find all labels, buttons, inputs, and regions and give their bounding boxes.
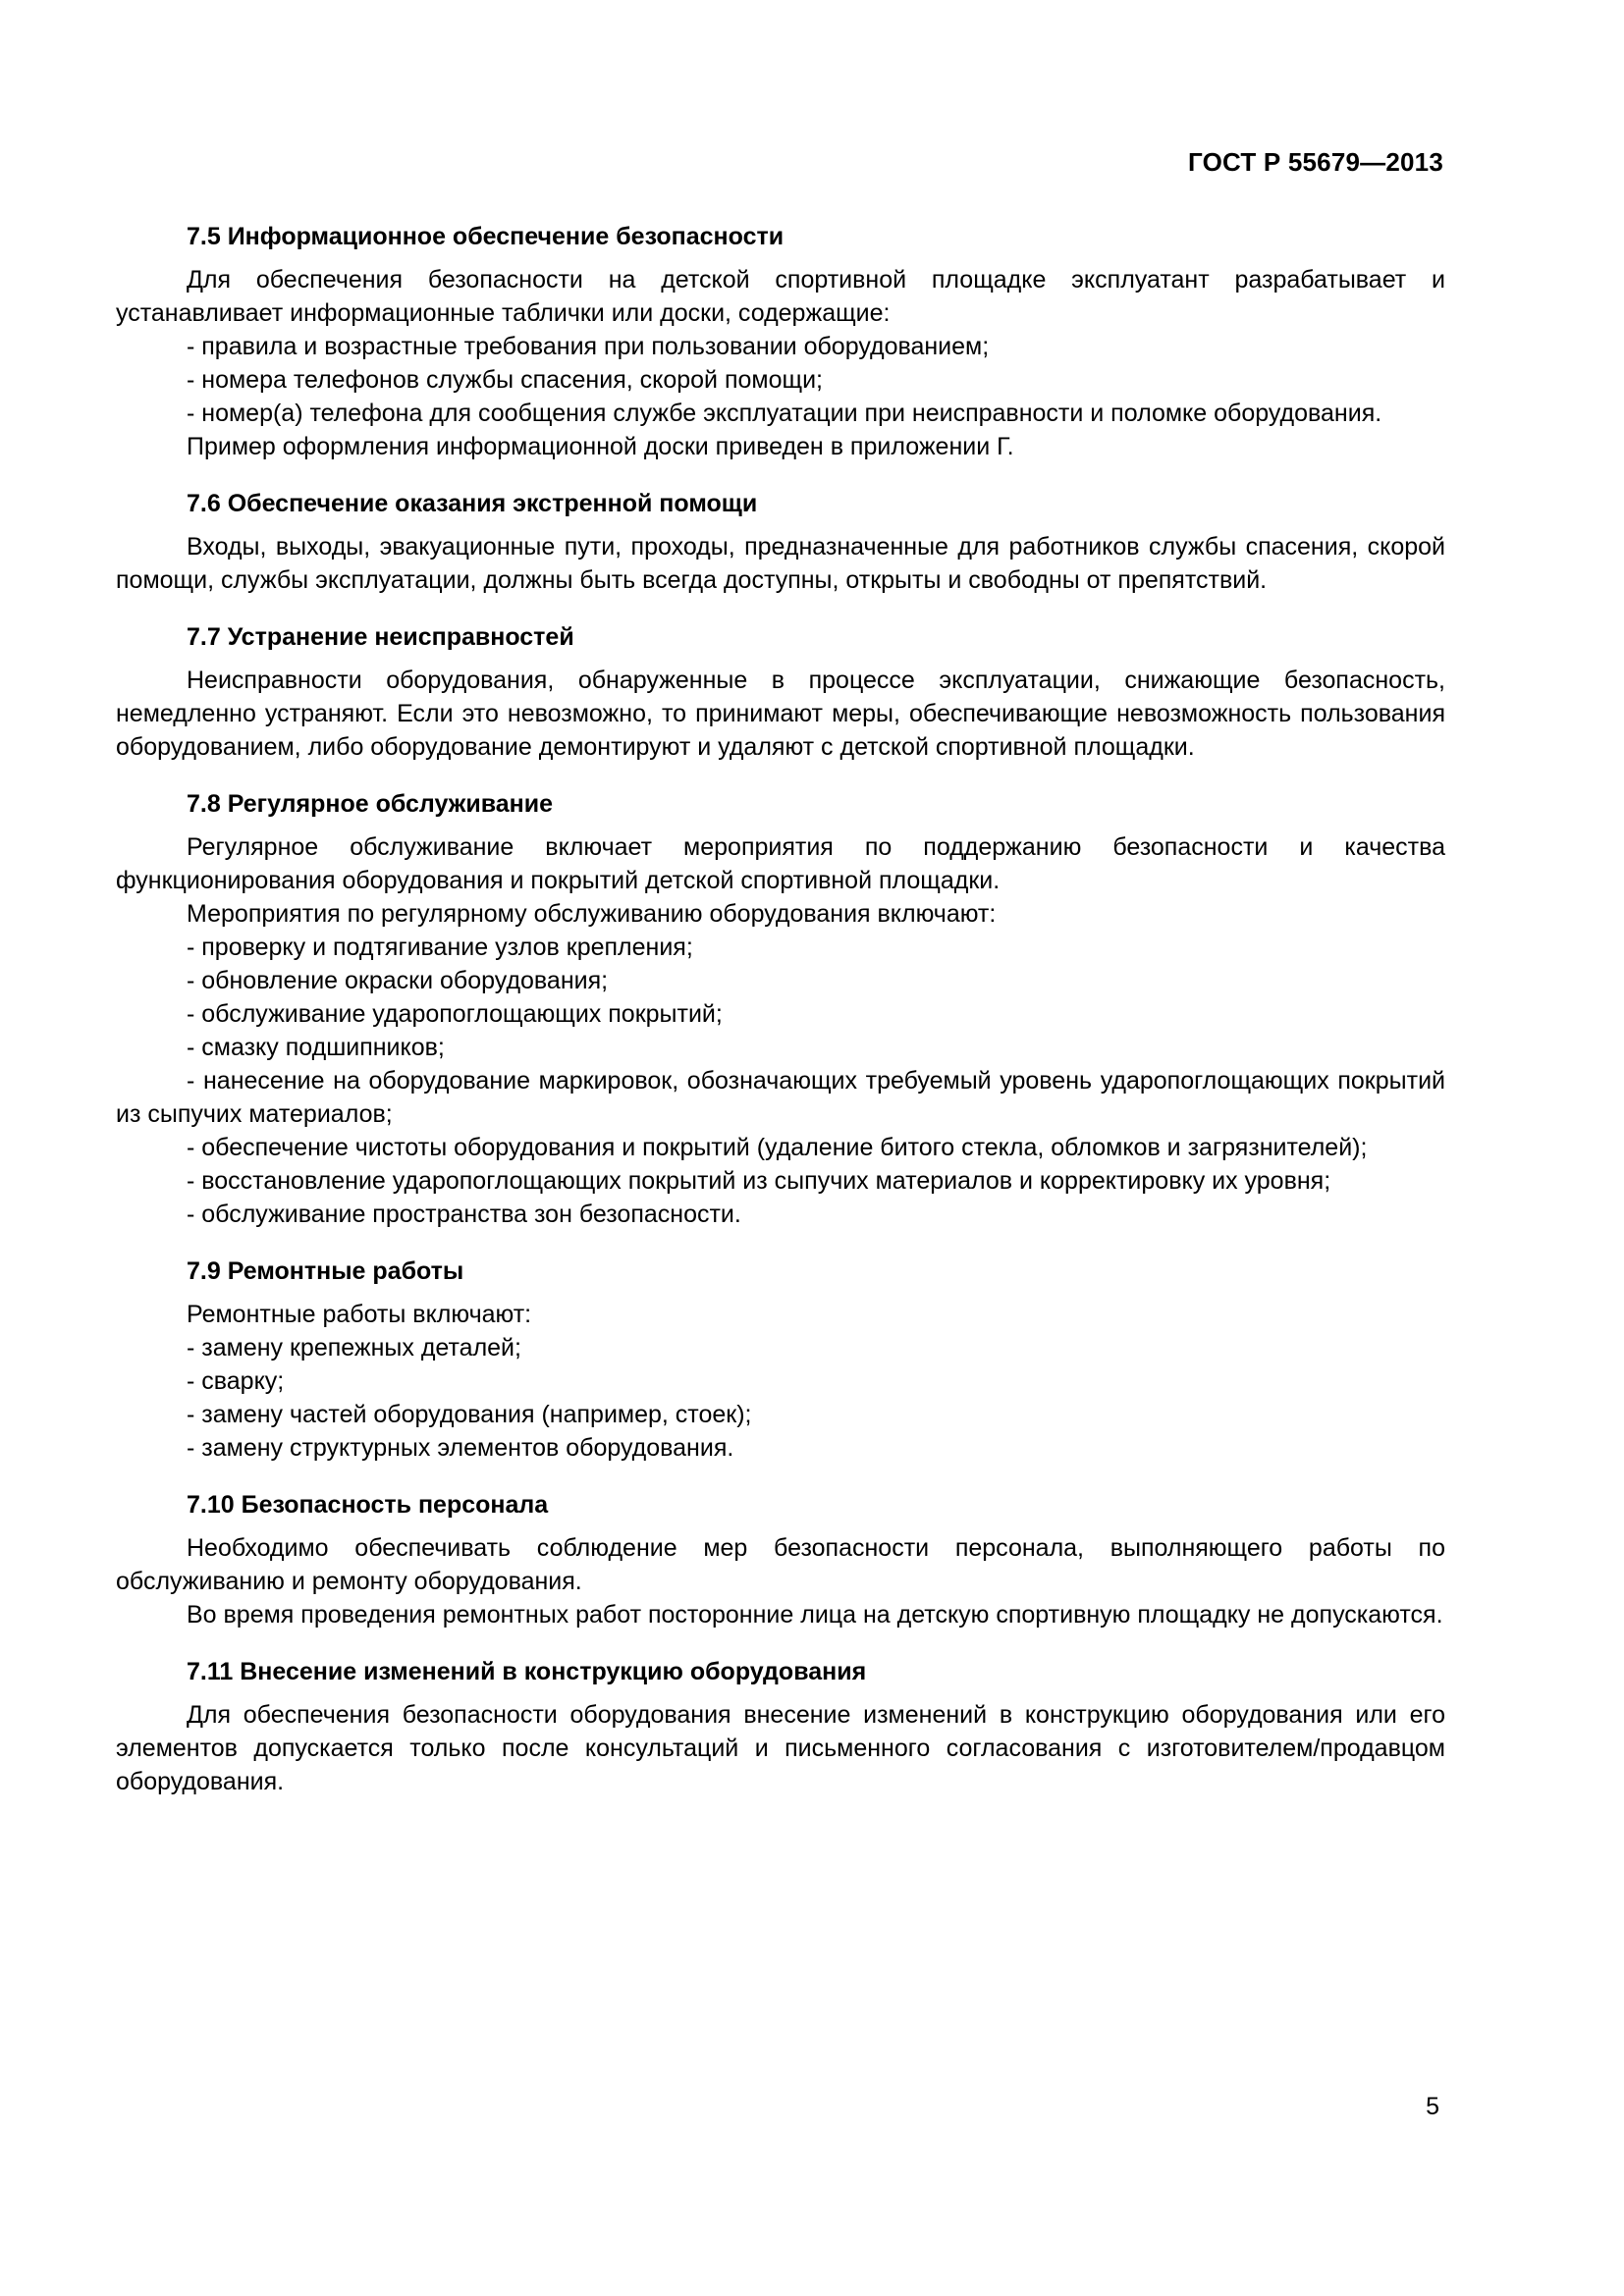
list-item: - сварку;: [187, 1367, 285, 1395]
document-section: [116, 1255, 1445, 1465]
list-item: - замену частей оборудования (например, стоек);: [187, 1401, 752, 1428]
section-heading: 7.8 Регулярное обслуживание: [187, 790, 554, 818]
document-section: [116, 620, 1445, 764]
list-item: - замену крепежных деталей;: [187, 1334, 521, 1362]
section-heading: 7.7 Устранение неисправностей: [187, 623, 574, 651]
list-item: - восстановление ударопоглощающих покрытий из сыпучих материалов и корректировку их уровня;: [187, 1167, 1331, 1195]
list-item: - нанесение на оборудование маркировок, обозначающих требуемый уровень ударопоглощающих покрытий из сыпучих материалов;: [116, 1067, 1445, 1128]
list-item: Мероприятия по регулярному обслуживанию оборудования включают:: [187, 900, 997, 928]
section-heading: 7.9 Ремонтные работы: [187, 1257, 464, 1285]
paragraph: Входы, выходы, эвакуационные пути, проходы, предназначенные для работников службы спасения, скорой помощи, службы эксплуатации, должны быть всегда доступны, открыты и свободны от препятствий.: [116, 533, 1445, 594]
paragraph: Необходимо обеспечивать соблюдение мер безопасности персонала, выполняющего работы по обслуживанию и ремонту оборудования.: [116, 1534, 1445, 1595]
section-heading: 7.5 Информационное обеспечение безопасности: [187, 223, 785, 250]
list-item: Ремонтные работы включают:: [187, 1301, 532, 1328]
section-heading: 7.6 Обеспечение оказания экстренной помощи: [187, 490, 758, 517]
list-item: - обновление окраски оборудования;: [187, 967, 609, 994]
document-section: [116, 1655, 1445, 1798]
paragraph: Для обеспечения безопасности оборудования внесение изменений в конструкцию оборудования или его элементов допускается только после консультаций и письменного согласования с изготовителем/продавцом оборудования.: [116, 1701, 1445, 1795]
document-body: [116, 220, 1445, 1822]
list-item: - номера телефонов службы спасения, скорой помощи;: [187, 366, 823, 394]
paragraph: Регулярное обслуживание включает мероприятия по поддержанию безопасности и качества функционирования оборудования и покрытий детской спортивной площадки.: [116, 833, 1445, 894]
standard-code-header: ГОСТ Р 55679—2013: [1188, 147, 1443, 177]
list-item: Пример оформления информационной доски приведен в приложении Г.: [187, 433, 1014, 460]
document-section: [116, 1488, 1445, 1631]
list-item: - номер(а) телефона для сообщения службе эксплуатации при неисправности и поломке оборудования.: [187, 400, 1382, 427]
list-item: - смазку подшипников;: [187, 1034, 445, 1061]
list-item: - обеспечение чистоты оборудования и покрытий (удаление битого стекла, обломков и загрязнителей);: [187, 1134, 1368, 1161]
paragraph: Для обеспечения безопасности на детской спортивной площадке эксплуатант разрабатывает и устанавливает информационные таблички или доски, содержащие:: [116, 266, 1445, 327]
document-section: [116, 787, 1445, 1231]
list-item: - правила и возрастные требования при пользовании оборудованием;: [187, 333, 990, 360]
paragraph: Во время проведения ремонтных работ посторонние лица на детскую спортивную площадку не допускаются.: [187, 1601, 1443, 1629]
list-item: - проверку и подтягивание узлов крепления;: [187, 934, 693, 961]
document-section: [116, 220, 1445, 463]
paragraph: Неисправности оборудования, обнаруженные в процессе эксплуатации, снижающие безопасность, немедленно устраняют. Если это невозможно, то принимают меры, обеспечивающие невозможность пользования оборудованием, либо оборудование демонтируют и удаляют с детской спортивной площадки.: [116, 667, 1445, 761]
page-number: 5: [1426, 2093, 1439, 2120]
list-item: - обслуживание пространства зон безопасности.: [187, 1201, 741, 1228]
section-heading: 7.11 Внесение изменений в конструкцию оборудования: [187, 1658, 867, 1685]
section-heading: 7.10 Безопасность персонала: [187, 1491, 549, 1519]
list-item: - замену структурных элементов оборудования.: [187, 1434, 734, 1462]
document-section: [116, 487, 1445, 597]
list-item: - обслуживание ударопоглощающих покрытий;: [187, 1000, 723, 1028]
